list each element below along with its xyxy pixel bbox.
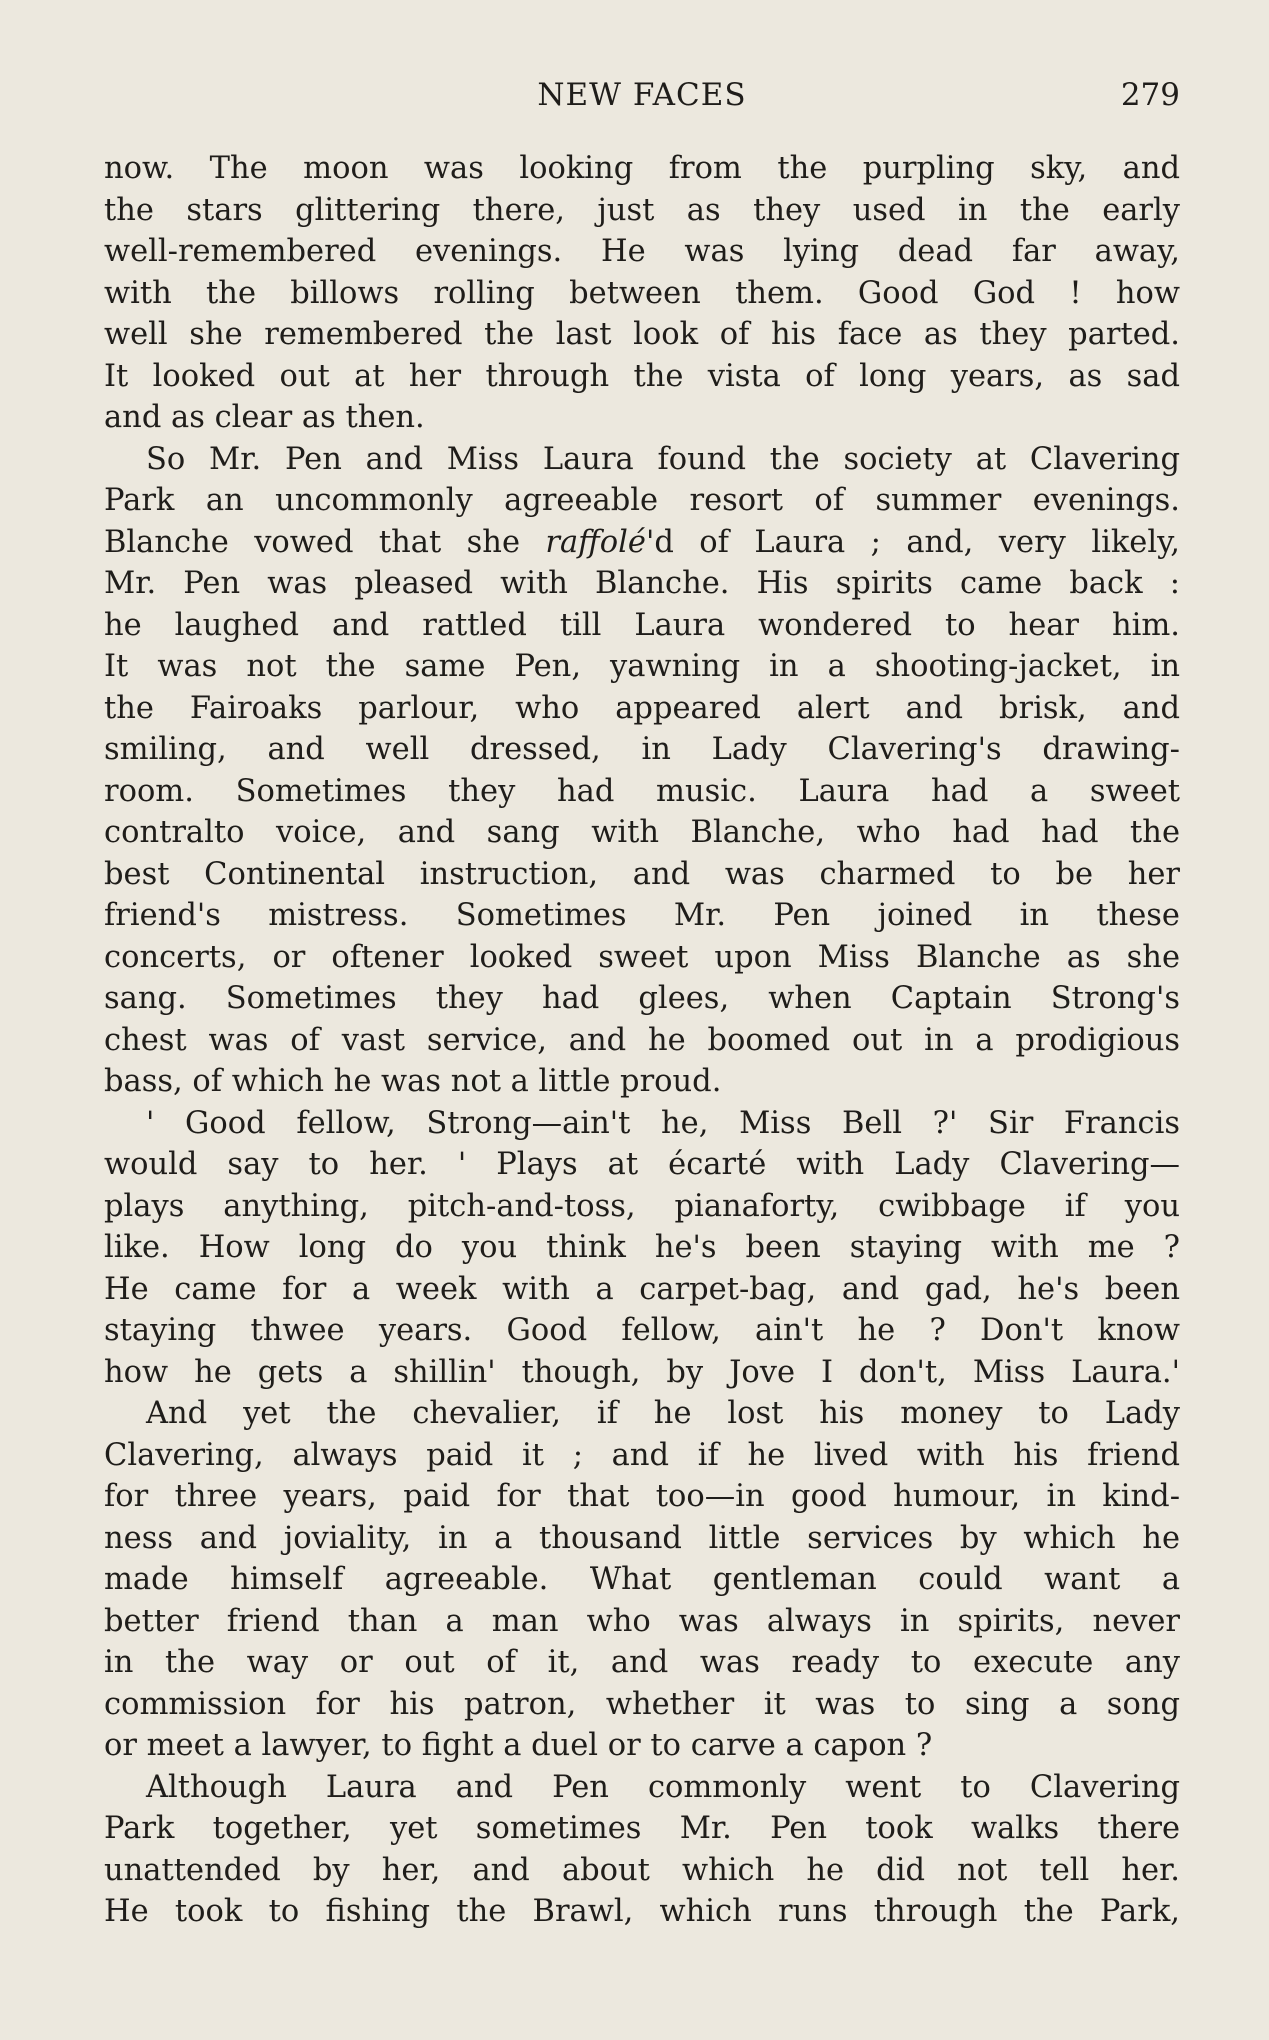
text-line bbox=[104, 1725, 1180, 1767]
text-line-content: Park together, yet sometimes Mr. Pen took walks there bbox=[104, 1811, 1180, 1846]
body-text bbox=[104, 148, 1180, 1933]
text-line-content: ness and joviality, in a thousand little services by which he bbox=[104, 1520, 1180, 1556]
text-line bbox=[104, 397, 1180, 439]
text-line bbox=[104, 273, 1180, 315]
text-line bbox=[104, 729, 1180, 771]
text-line bbox=[104, 314, 1180, 356]
text-line bbox=[104, 688, 1180, 730]
text-line-content: staying thwee years. Good fellow, ain't he ? Don't know bbox=[104, 1313, 1180, 1348]
text-line-content: for three years, paid for that too—in good humour, in kind- bbox=[104, 1479, 1180, 1514]
text-line-content: he laughed and rattled till Laura wondered to hear him. bbox=[104, 607, 1180, 643]
running-head bbox=[104, 72, 1180, 118]
text-line-content: smiling, and well dressed, in Lady Clavering's drawing- bbox=[104, 732, 1180, 767]
text-line-content: So Mr. Pen and Miss Laura found the society at Clavering bbox=[146, 441, 1180, 477]
text-line bbox=[104, 1559, 1180, 1601]
text-line bbox=[104, 1891, 1180, 1933]
text-line bbox=[104, 1518, 1180, 1560]
text-line bbox=[104, 1352, 1180, 1394]
text-line bbox=[104, 1476, 1180, 1518]
text-line-content: the Fairoaks parlour, who appeared alert and brisk, and bbox=[104, 690, 1180, 726]
text-line bbox=[104, 937, 1180, 979]
text-line bbox=[104, 1808, 1180, 1850]
text-line bbox=[104, 771, 1180, 813]
text-line bbox=[104, 1186, 1180, 1228]
text-line bbox=[104, 231, 1180, 273]
text-line bbox=[104, 1269, 1180, 1311]
text-line bbox=[104, 895, 1180, 937]
text-line-content: well she remembered the last look of his face as they parted. bbox=[104, 317, 1180, 352]
text-line-content: Although Laura and Pen commonly went to Clavering bbox=[146, 1769, 1180, 1805]
text-line bbox=[104, 439, 1180, 481]
text-line-content: room. Sometimes they had music. Laura had a sweet bbox=[104, 773, 1180, 809]
text-line-content: It was not the same Pen, yawning in a shooting-jacket, in bbox=[104, 649, 1180, 684]
text-line-content: now. The moon was looking from the purpling sky, and bbox=[104, 151, 1180, 186]
text-line bbox=[104, 563, 1180, 605]
text-line bbox=[104, 1684, 1180, 1726]
text-line-content: Mr. Pen was pleased with Blanche. His spirits came back : bbox=[104, 566, 1180, 601]
text-line bbox=[104, 148, 1180, 190]
text-line bbox=[104, 854, 1180, 896]
text-line-continuation: 'd of Laura ; and, very likely, bbox=[645, 524, 1180, 560]
text-line bbox=[104, 1642, 1180, 1684]
text-line bbox=[104, 605, 1180, 647]
text-line bbox=[104, 812, 1180, 854]
text-line-content: concerts, or oftener looked sweet upon Miss Blanche as she bbox=[104, 939, 1180, 975]
text-line bbox=[104, 1144, 1180, 1186]
text-line-content: in the way or out of it, and was ready to execute any bbox=[104, 1645, 1180, 1680]
text-line bbox=[104, 1767, 1180, 1809]
text-line-content: or meet a lawyer, to fight a duel or to carve a capon ? bbox=[104, 1728, 933, 1763]
page-number: 279 bbox=[1120, 77, 1180, 113]
text-line-content: like. How long do you think he's been staying with me ? bbox=[104, 1230, 1180, 1265]
text-line-content: well-remembered evenings. He was lying dead far away, bbox=[104, 234, 1180, 269]
text-line bbox=[104, 480, 1180, 522]
text-line-content: Park an uncommonly agreeable resort of summer evenings. bbox=[104, 483, 1180, 518]
text-line bbox=[104, 522, 1180, 564]
text-line-content: would say to her. ' Plays at écarté with Lady Clavering— bbox=[104, 1147, 1180, 1182]
text-line bbox=[104, 1020, 1180, 1062]
text-line-content: ' Good fellow, Strong—ain't he, Miss Bell ?' Sir Francis bbox=[146, 1105, 1180, 1141]
italic-word: raffolé bbox=[545, 524, 646, 560]
text-line bbox=[104, 1435, 1180, 1477]
text-line-content: sang. Sometimes they had glees, when Captain Strong's bbox=[104, 981, 1180, 1016]
text-line bbox=[104, 1227, 1180, 1269]
text-line bbox=[104, 1393, 1180, 1435]
text-line-content: He took to fishing the Brawl, which runs through the Park, bbox=[104, 1894, 1180, 1929]
text-line-content: It looked out at her through the vista of long years, as sad bbox=[104, 358, 1180, 394]
text-line bbox=[104, 356, 1180, 398]
text-line-content: contralto voice, and sang with Blanche, who had had the bbox=[104, 815, 1180, 850]
text-line-content: bass, of which he was not a little proud. bbox=[104, 1064, 722, 1099]
text-line bbox=[104, 1850, 1180, 1892]
text-line-content: the stars glittering there, just as they used in the early bbox=[104, 192, 1180, 228]
text-line-content: and as clear as then. bbox=[104, 400, 425, 435]
text-line-content: plays anything, pitch-and-toss, pianaforty, cwibbage if you bbox=[104, 1188, 1180, 1224]
text-line-content: And yet the chevalier, if he lost his money to Lady bbox=[146, 1396, 1180, 1431]
text-line-content: how he gets a shillin' though, by Jove I don't, Miss Laura.' bbox=[104, 1354, 1180, 1390]
text-line-content: better friend than a man who was always in spirits, never bbox=[104, 1603, 1180, 1639]
text-line-content: with the billows rolling between them. Good God ! how bbox=[104, 275, 1180, 311]
running-title: NEW FACES bbox=[537, 77, 747, 113]
text-line bbox=[104, 1310, 1180, 1352]
text-line bbox=[104, 978, 1180, 1020]
text-line-content: commission for his patron, whether it was to sing a song bbox=[104, 1686, 1180, 1722]
text-line-content: friend's mistress. Sometimes Mr. Pen joined in these bbox=[104, 898, 1180, 933]
text-line-content: unattended by her, and about which he did not tell her. bbox=[104, 1852, 1180, 1888]
text-line bbox=[104, 1061, 1180, 1103]
text-line-content: chest was of vast service, and he boomed out in a prodigious bbox=[104, 1022, 1180, 1058]
text-line bbox=[104, 646, 1180, 688]
text-line-content: Blanche vowed that she bbox=[104, 524, 546, 560]
text-line-content: Clavering, always paid it ; and if he lived with his friend bbox=[104, 1437, 1180, 1473]
text-line-content: He came for a week with a carpet-bag, and gad, he's been bbox=[104, 1271, 1180, 1307]
text-line bbox=[104, 1103, 1180, 1145]
text-line bbox=[104, 190, 1180, 232]
text-line-content: best Continental instruction, and was charmed to be her bbox=[104, 856, 1180, 892]
text-line-content: made himself agreeable. What gentleman could want a bbox=[104, 1562, 1180, 1597]
text-line bbox=[104, 1601, 1180, 1643]
